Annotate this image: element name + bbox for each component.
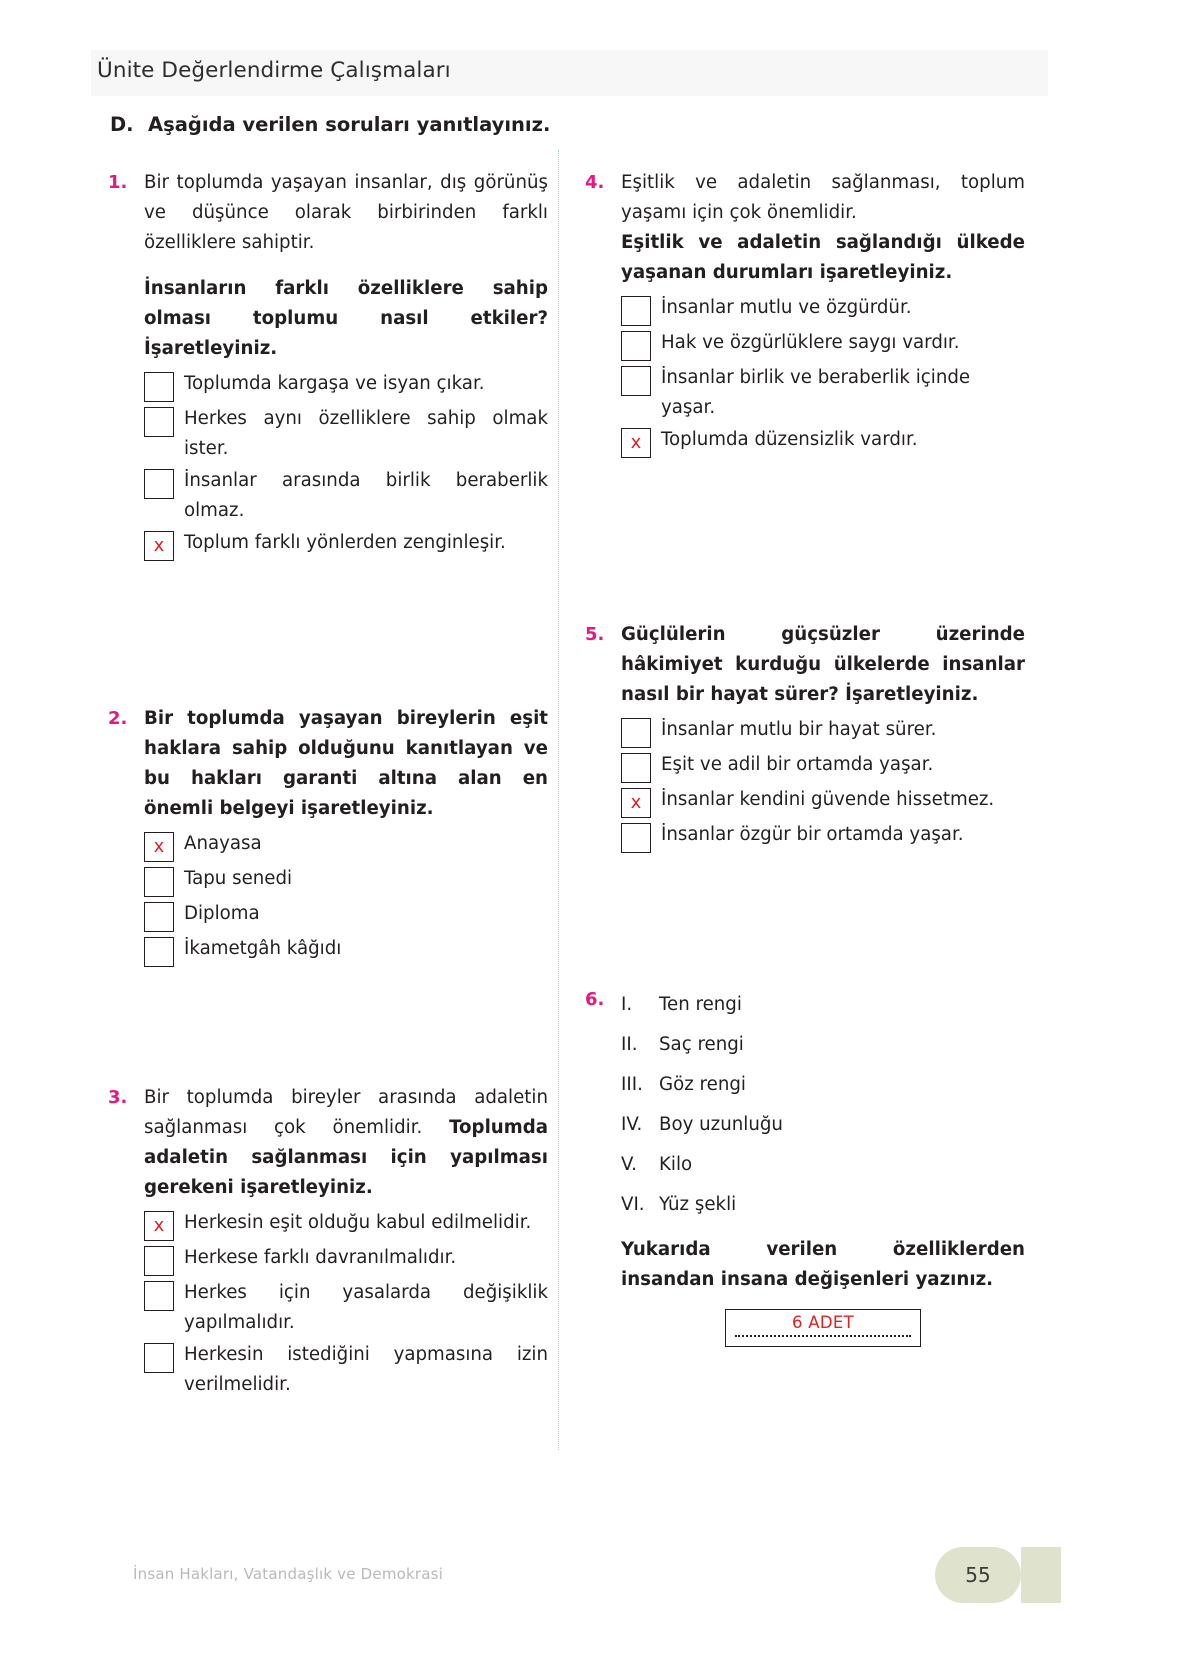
checkbox[interactable] (144, 832, 174, 862)
option-row[interactable] (621, 820, 1025, 853)
question-4-prompt: Eşitlik ve adaletin sağlandığı ülkede yaşanan durumları işaretleyiniz. (621, 232, 1025, 283)
question-3 (108, 1083, 548, 1402)
list-item (621, 1065, 1025, 1105)
question-4-options (621, 293, 1025, 458)
checkbox[interactable] (621, 428, 651, 458)
option-row[interactable] (144, 934, 548, 967)
option-label: Tapu senedi (184, 868, 293, 889)
option-row[interactable] (144, 404, 548, 464)
list-item (621, 1025, 1025, 1065)
option-row[interactable] (621, 715, 1025, 748)
question-3-options (144, 1208, 548, 1400)
option-label: Anayasa (184, 833, 262, 854)
column-divider (558, 150, 560, 1450)
option-row[interactable] (621, 363, 1025, 423)
question-3-number: 3. (108, 1087, 128, 1108)
list-item (621, 985, 1025, 1025)
right-column (585, 168, 1025, 1347)
option-row[interactable] (144, 1278, 548, 1338)
roman-numeral: III. (621, 1074, 643, 1095)
roman-numeral: I. (621, 994, 633, 1015)
question-1-options (144, 369, 548, 561)
option-label: Herkes aynı özelliklere sahip olmak ister. (184, 408, 548, 459)
option-label: İkametgâh kâğıdı (184, 938, 342, 959)
option-row[interactable] (621, 785, 1025, 818)
section-title: Aşağıda verilen soruları yanıtlayınız. (148, 113, 551, 136)
option-row[interactable] (144, 466, 548, 526)
checkbox[interactable] (621, 366, 651, 396)
option-label: Hak ve özgürlüklere saygı vardır. (661, 332, 960, 353)
checkbox[interactable] (144, 1211, 174, 1241)
roman-item-text: Saç rengi (659, 1034, 744, 1055)
question-6-roman-list (621, 985, 1025, 1225)
question-6-number: 6. (585, 989, 605, 1010)
checkbox[interactable] (144, 1246, 174, 1276)
check-mark: x (630, 792, 642, 814)
checkbox[interactable] (621, 788, 651, 818)
option-label: Herkesin eşit olduğu kabul edilmelidir. (184, 1212, 532, 1233)
option-label: Toplumda kargaşa ve isyan çıkar. (184, 373, 485, 394)
option-label: Toplumda düzensizlik vardır. (661, 429, 918, 450)
checkbox[interactable] (621, 753, 651, 783)
question-6-prompt: Yukarıda verilen özelliklerden insandan insana değişenleri yazınız. (621, 1239, 1025, 1290)
check-mark: x (153, 836, 165, 858)
option-label: Herkes için yasalarda değişiklik yapılmalıdır. (184, 1282, 548, 1333)
list-item (621, 1145, 1025, 1185)
section-label: D. (110, 113, 134, 136)
option-label: Herkese farklı davranılmalıdır. (184, 1247, 457, 1268)
option-label: İnsanlar mutlu ve özgürdür. (661, 297, 912, 318)
roman-numeral: II. (621, 1034, 638, 1055)
option-row[interactable] (144, 1340, 548, 1400)
checkbox[interactable] (621, 823, 651, 853)
page-badge-extension (1021, 1547, 1061, 1603)
question-1-intro: Bir toplumda yaşayan insanlar, dış görünüş ve düşünce olarak birbirinden farklı özelliklere sahiptir. (144, 172, 548, 253)
checkbox[interactable] (144, 937, 174, 967)
page-number-badge: 55 (935, 1547, 1021, 1603)
question-2-options (144, 829, 548, 967)
question-1-prompt: İnsanların farklı özelliklere sahip olması toplumu nasıl etkiler? İşaretleyiniz. (144, 278, 548, 359)
question-3-text (144, 1083, 548, 1203)
checkbox[interactable] (144, 531, 174, 561)
option-label: İnsanlar kendini güvende hissetmez. (661, 789, 995, 810)
question-4 (585, 168, 1025, 460)
check-mark: x (630, 432, 642, 454)
roman-item-text: Kilo (659, 1154, 693, 1175)
question-4-number: 4. (585, 172, 605, 193)
list-item (621, 1185, 1025, 1225)
option-label: Diploma (184, 903, 260, 924)
question-5-options (621, 715, 1025, 853)
question-1-number: 1. (108, 172, 128, 193)
option-row[interactable] (144, 899, 548, 932)
roman-item-text: Boy uzunluğu (659, 1114, 783, 1135)
option-row[interactable] (621, 425, 1025, 458)
question-5-number: 5. (585, 624, 605, 645)
option-label: İnsanlar mutlu bir hayat sürer. (661, 719, 937, 740)
question-6 (585, 985, 1025, 1347)
checkbox[interactable] (144, 372, 174, 402)
roman-numeral: VI. (621, 1194, 645, 1215)
option-label: İnsanlar arasında birlik beraberlik olmaz. (184, 470, 548, 521)
option-row[interactable] (144, 829, 548, 862)
answer-dotted-line (735, 1335, 911, 1337)
checkbox[interactable] (144, 867, 174, 897)
roman-item-text: Göz rengi (659, 1074, 746, 1095)
option-label: Herkesin istediğini yapmasına izin verilmelidir. (184, 1344, 548, 1395)
question-5 (585, 620, 1025, 855)
checkbox[interactable] (621, 331, 651, 361)
footer-note: İnsan Hakları, Vatandaşlık ve Demokrasi (133, 1565, 444, 1583)
check-mark: x (153, 535, 165, 557)
checkbox[interactable] (621, 296, 651, 326)
checkbox[interactable] (144, 902, 174, 932)
question-2-number: 2. (108, 708, 128, 729)
option-row[interactable] (144, 1208, 548, 1241)
roman-numeral: V. (621, 1154, 637, 1175)
option-label: Eşit ve adil bir ortamda yaşar. (661, 754, 934, 775)
roman-item-text: Yüz şekli (659, 1194, 737, 1215)
checkbox[interactable] (144, 1281, 174, 1311)
option-row[interactable] (144, 864, 548, 897)
option-label: İnsanlar birlik ve beraberlik içinde yaşar. (661, 367, 971, 418)
option-row[interactable] (621, 750, 1025, 783)
option-row[interactable] (144, 1243, 548, 1276)
question-2-prompt: Bir toplumda yaşayan bireylerin eşit haklara sahip olduğunu kanıtlayan ve bu hakları garanti altına alan en önemli belgeyi işaretleyiniz. (144, 708, 548, 819)
roman-item-text: Ten rengi (659, 994, 742, 1015)
answer-box[interactable] (725, 1309, 921, 1347)
question-4-intro: Eşitlik ve adaletin sağlanması, toplum yaşamı için çok önemlidir. (621, 172, 1025, 223)
section-heading (110, 113, 550, 136)
answer-value: 6 ADET (791, 1313, 855, 1332)
page-title: Ünite Değerlendirme Çalışmaları (97, 58, 451, 83)
roman-numeral: IV. (621, 1114, 643, 1135)
checkbox[interactable] (144, 1343, 174, 1373)
list-item (621, 1105, 1025, 1145)
question-1 (108, 168, 548, 563)
left-column (108, 168, 548, 1402)
checkbox[interactable] (144, 407, 174, 437)
question-5-prompt: Güçlülerin güçsüzler üzerinde hâkimiyet kurduğu ülkelerde insanlar nasıl bir hayat sürer? İşaretleyiniz. (621, 624, 1025, 705)
checkbox[interactable] (144, 469, 174, 499)
question-2 (108, 704, 548, 969)
checkbox[interactable] (621, 718, 651, 748)
header-left-rule (88, 50, 91, 96)
option-label: Toplum farklı yönlerden zenginleşir. (184, 532, 506, 553)
option-label: İnsanlar özgür bir ortamda yaşar. (661, 824, 964, 845)
option-row[interactable] (144, 369, 548, 402)
option-row[interactable] (144, 528, 548, 561)
question-3-intro: Bir toplumda bireyler arasında adaletin sağlanması çok önemlidir. (144, 1087, 548, 1138)
check-mark: x (153, 1215, 165, 1237)
option-row[interactable] (621, 328, 1025, 361)
question-6-answer-area (621, 1309, 1025, 1347)
question-3-prompt: Toplumda adaletin sağlanması için yapılması gerekeni işaretleyiniz. (144, 1117, 548, 1198)
option-row[interactable] (621, 293, 1025, 326)
